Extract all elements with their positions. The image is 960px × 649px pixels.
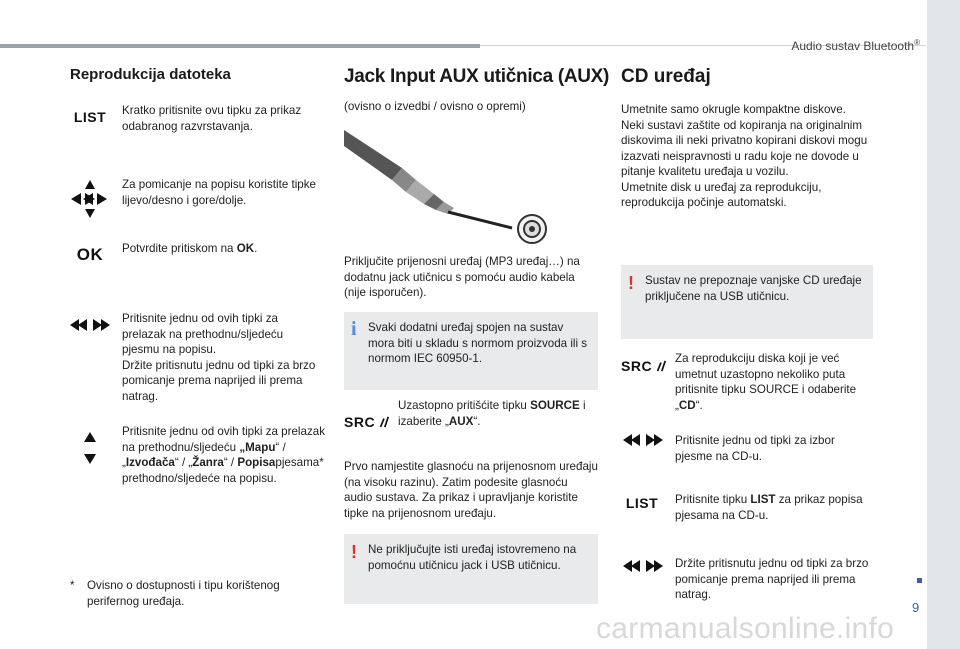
left-right-arrows-icon: [621, 432, 665, 448]
prev-next-track-description: Pritisnite jednu od ovih tipki za prelazak na prethodnu/sljedeću pjesmu na popisu. Držite pritisnutu jednu od tipki za brzo pomicanje prema naprijed ili prema natrag.: [122, 312, 316, 403]
list-key-icon: LIST: [625, 495, 659, 511]
left-right-arrows-icon: [68, 317, 112, 333]
navigate-list-description: Za pomicanje na popisu koristite tipke lijevo/desno i gore/dolje.: [122, 178, 316, 207]
header-bar: [0, 44, 480, 48]
ok-key-icon: OK: [76, 245, 104, 264]
src-key-icon: SRC: [621, 356, 667, 376]
list-key-icon: LIST: [73, 109, 107, 125]
watermark: carmanualsonline.info: [596, 612, 895, 645]
section-title-cd: CD uređaj: [621, 66, 711, 87]
left-right-arrows-icon: [621, 558, 665, 574]
src-key-icon: SRC: [344, 412, 390, 432]
aux-availability-note: (ovisno o izvedbi / ovisno o opremi): [344, 100, 526, 113]
folder-nav-description: Pritisnite jednu od ovih tipki za prelazak na prethodnu/sljedeću „Mapu“ / „Izvođača“ / „Žanra“ / Popisapjesama* prethodno/sljedeće na popisu.: [122, 425, 325, 485]
aux-volume-instructions: Prvo namjestite glasnoću na prijenosnom uređaju (na visoku razinu). Zatim podesite glasnoću audio sustava. Za prikaz i upravljanje koristite tipke na prijenosnom uređaju.: [344, 460, 598, 520]
info-note-aux: i Svaki dodatni uređaj spojen na sustav mora biti u skladu s normom proizvoda ili s normom IEC 60950-1.: [344, 312, 598, 390]
footnote: Ovisno o dostupnosti i tipu korištenog perifernog uređaja.: [87, 579, 280, 608]
section-title-file-playback: Reprodukcija datoteka: [70, 66, 231, 83]
cd-track-select-description: Pritisnite jednu od tipki za izbor pjesme na CD-u.: [675, 434, 835, 463]
warning-icon: !: [628, 273, 634, 293]
footnote-star: *: [70, 579, 75, 592]
arrows-4way-icon: [68, 178, 112, 220]
cd-instructions: Umetnite samo okrugle kompaktne diskove. Neki sustavi zaštite od kopiranja na originalnim diskovima ili neki privatno kopirani diskovi mogu izazvati neispravnosti u radu koje ne dovode u pitanje kvalitetu uređaja u vozilu. Umetnite disk u uređaj za reprodukciju, reprodukcija počinje automatski.: [621, 103, 868, 209]
cd-fast-forward-description: Držite pritisnutu jednu od tipki za brzo pomicanje prema naprijed ili prema natrag.: [675, 557, 869, 601]
page-marker: [917, 578, 922, 583]
up-down-arrows-icon: [80, 430, 100, 466]
section-title-aux: Jack Input AUX utičnica (AUX): [344, 66, 610, 87]
aux-connect-instructions: Priključite prijenosni uređaj (MP3 uređaj…) na dodatnu jack utičnicu s pomoću audio kabela (nije isporučen).: [344, 255, 580, 299]
list-description: Kratko pritisnite ovu tipku za prikaz odabranog razvrstavanja.: [122, 104, 302, 133]
ok-description: Potvrdite pritiskom na OK.: [122, 242, 258, 255]
warning-note-aux: ! Ne priključujte isti uređaj istovremeno na pomoćnu utičnicu jack i USB utičnicu.: [344, 534, 598, 604]
aux-source-instructions: Uzastopno pritišćite tipku SOURCE i izaberite „AUX“.: [398, 399, 586, 428]
warning-icon: !: [351, 542, 357, 562]
page-edge-strip: [927, 0, 960, 649]
jack-plug-illustration: [344, 128, 554, 246]
cd-source-instructions: Za reprodukciju diska koji je već umetnut uzastopno nekoliko puta pritisnite tipku SOURCE i odaberite „CD“.: [675, 352, 857, 412]
warning-note-cd: ! Sustav ne prepoznaje vanjske CD uređaje priključene na USB utičnicu.: [621, 265, 873, 339]
info-icon: i: [351, 318, 357, 340]
running-header: Audio sustav Bluetooth®: [791, 38, 920, 53]
page-number: 9: [912, 600, 920, 615]
cd-list-description: Pritisnite tipku LIST za prikaz popisa pjesama na CD-u.: [675, 493, 863, 522]
